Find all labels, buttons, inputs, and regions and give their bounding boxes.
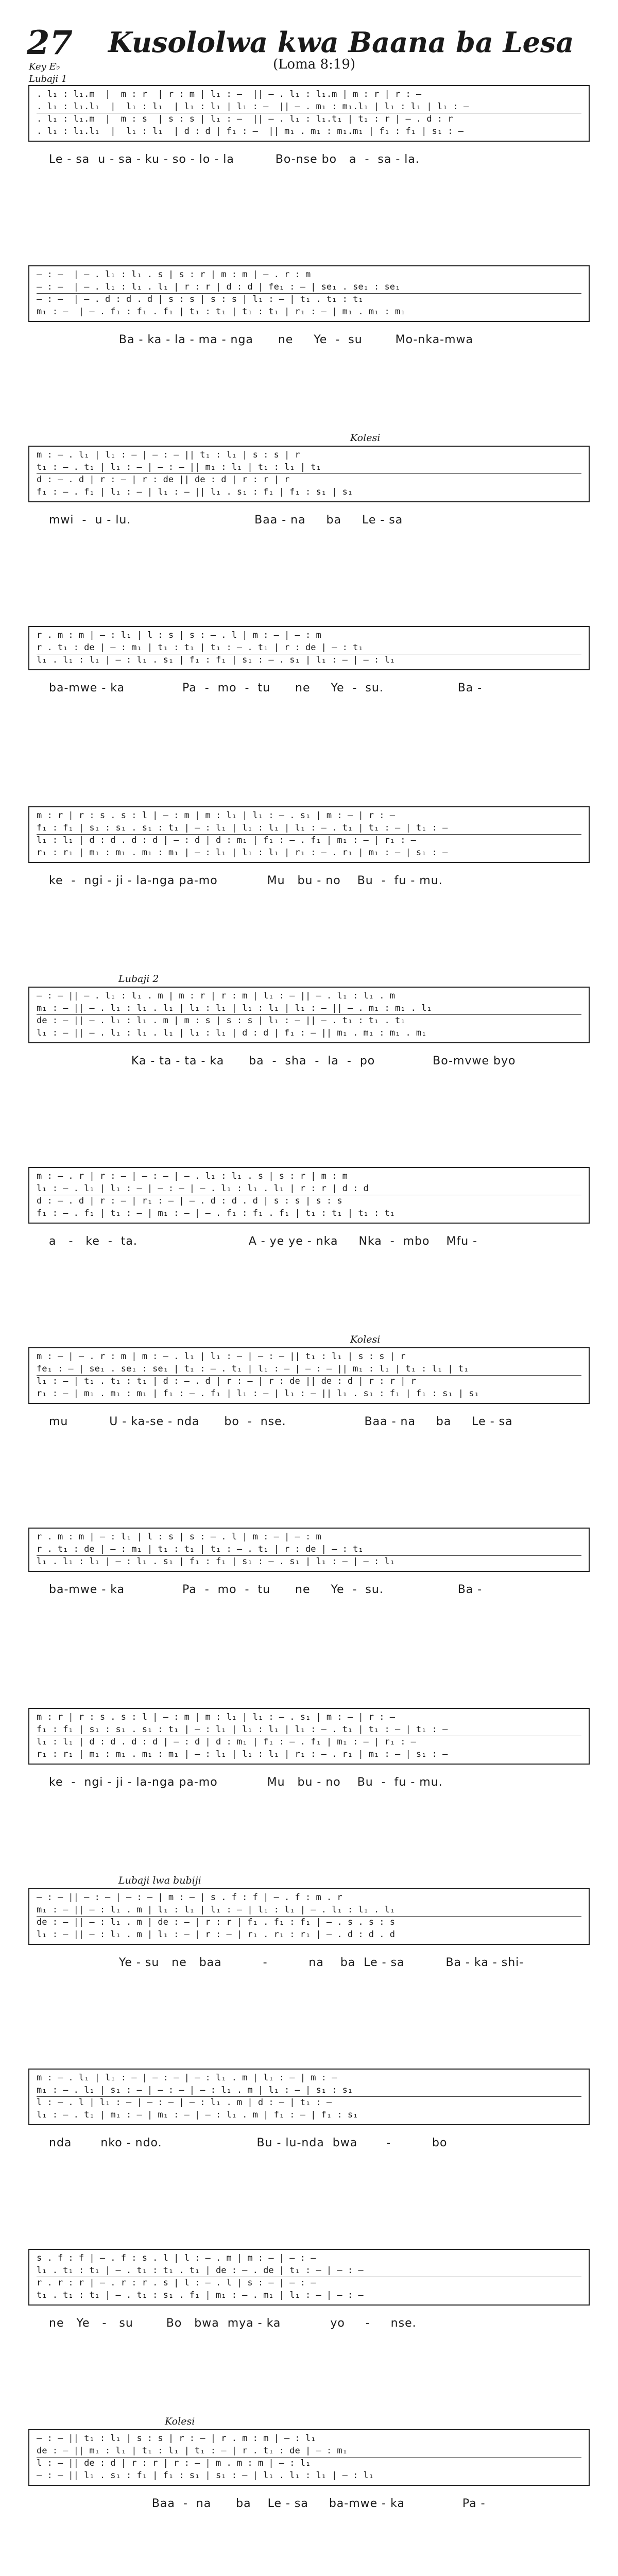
voice-row: — : — | — . d : d . d | s : s | s : s | l₁ : — | t₁ . t₁ : t₁: [37, 294, 364, 304]
voice-row: r₁ : — | m₁ . m₁ : m₁ | f₁ : — . f₁ | l₁ : — | l₁ : — || l₁ . s₁ : f₁ | f₁ : s₁ | s₁: [37, 1388, 479, 1399]
voice-row: l₁ . l₁ : l₁ | — : l₁ . s₁ | f₁ : f₁ | s₁ : — . s₁ | l₁ : — | — : l₁: [37, 655, 395, 665]
section-marker: Kolesi: [350, 432, 381, 444]
voice-row: de : — || — . l₁ : l₁ . m | m : s | s : s | l₁ : — || — . t₁ : t₁ . t₁: [37, 1015, 406, 1026]
voice-row: l₁ : l₁ | d : d . d : d | — : d | d : m₁ | f₁ : — . f₁ | m₁ : — | r₁ : —: [37, 835, 416, 845]
voice-row: r₁ : r₁ | m₁ : m₁ . m₁ : m₁ | — : l₁ | l₁ : l₁ | r₁ : — . r₁ | m₁ : — | s₁ : —: [37, 848, 448, 858]
lyrics-line: Ba - ka - la - ma - nga ne Ye - su Mo-nka-mwa: [49, 333, 474, 346]
voice-row: l : — . l | l₁ : — | — : — | — : l₁ . m | d : — | t₁ : —: [37, 2097, 332, 2108]
voice-row: m : r | r : s . s : l | — : m | m : l₁ | l₁ : — . s₁ | m : — | r : —: [37, 1712, 395, 1722]
music-system: [28, 2249, 590, 2306]
voice-row: . l₁ : l₁.l₁ | l₁ : l₁ | d : d | f₁ : — || m₁ . m₁ : m₁.m₁ | f₁ : f₁ | s₁ : —: [37, 126, 464, 137]
voice-row: l₁ : — | t₁ . t₁ : t₁ | d : — . d | r : — | r : de || de : d | r : r | r: [37, 1376, 416, 1386]
voice-row: r . t₁ : de | — : m₁ | t₁ : t₁ | t₁ : — . t₁ | r : de | — : t₁: [37, 1544, 581, 1556]
music-system: [28, 626, 590, 670]
voice-row: f₁ : f₁ | s₁ : s₁ . s₁ : t₁ | — : l₁ | l₁ : l₁ | l₁ : — . t₁ | t₁ : — | t₁ : —: [37, 823, 581, 835]
voice-row: m : — . l₁ | l₁ : — | — : — | — : l₁ . m | l₁ : — | m : —: [37, 2073, 337, 2083]
voice-row: l₁ : — || — . l₁ : l₁ . l₁ | l₁ : l₁ | d : d | f₁ : — || m₁ . m₁ : m₁ . m₁: [37, 1028, 427, 1038]
voice-row: t₁ : — . t₁ | l₁ : — | — : — || m₁ : l₁ | t₁ : l₁ | t₁: [37, 462, 581, 474]
voice-row: . l₁ : l₁.m | m : s | s : s | l₁ : — || — . l₁ : l₁.t₁ | t₁ : r | — . d : r: [37, 114, 453, 124]
voice-row: l₁ . t₁ : t₁ | — . t₁ : t₁ . t₁ | de : — . de | t₁ : — | — : —: [37, 2265, 581, 2277]
section-marker: Lubaji 2: [118, 973, 159, 985]
voice-row: . l₁ : l₁.l₁ | l₁ : l₁ | l₁ : l₁ | l₁ : — || — . m₁ : m₁.l₁ | l₁ : l₁ | l₁ : —: [37, 101, 581, 113]
lyrics-line: ke - ngi - ji - la-nga pa-mo Mu bu - no Bu - fu - mu.: [49, 1776, 443, 1789]
voice-row: r₁ : r₁ | m₁ : m₁ . m₁ : m₁ | — : l₁ | l₁ : l₁ | r₁ : — . r₁ | m₁ : — | s₁ : —: [37, 1749, 448, 1759]
voice-row: m : — . r | r : — | — : — | — . l₁ : l₁ . s | s : r | m : m: [37, 1171, 348, 1181]
voice-row: de : — || — : l₁ . m | de : — | r : r | f₁ . f₁ : f₁ | — . s . s : s: [37, 1917, 395, 1927]
voice-row: m₁ : — || — : l₁ . m | l₁ : l₁ | l₁ : — | l₁ : l₁ | — . l₁ : l₁ . l₁: [37, 1905, 581, 1917]
voice-row: m : r | r : s . s : l | — : m | m : l₁ | l₁ : — . s₁ | m : — | r : —: [37, 810, 395, 821]
section-marker: Lubaji lwa bubiji: [118, 1875, 201, 1886]
voice-row: r . m : m | — : l₁ | l : s | s : — . l | m : — | — : m: [37, 1532, 321, 1542]
voice-row: l₁ : — || — : l₁ . m | l₁ : — | r : — | r₁ . r₁ : r₁ | — . d : d . d: [37, 1929, 395, 1940]
voice-row: f₁ : — . f₁ | l₁ : — | l₁ : — || l₁ . s₁ : f₁ | f₁ : s₁ | s₁: [37, 487, 353, 497]
voice-row: f₁ : f₁ | s₁ : s₁ . s₁ : t₁ | — : l₁ | l₁ : l₁ | l₁ : — . t₁ | t₁ : — | t₁ : —: [37, 1724, 581, 1736]
music-system: [28, 446, 590, 502]
lyrics-line: Baa - na ba Le - sa ba-mwe - ka Pa -: [49, 2497, 486, 2510]
lyrics-line: Ka - ta - ta - ka ba - sha - la - po Bo-mvwe byo: [49, 1055, 516, 1067]
music-system: [28, 1708, 590, 1765]
music-system: [28, 1888, 590, 1945]
music-system: [28, 2429, 590, 2486]
voice-row: — : — || l₁ . s₁ : f₁ | f₁ : s₁ | s₁ : — | l₁ . l₁ : l₁ | — : l₁: [37, 2470, 374, 2481]
voice-row: r . m : m | — : l₁ | l : s | s : — . l | m : — | — : m: [37, 630, 321, 640]
lyrics-line: ba-mwe - ka Pa - mo - tu ne Ye - su. Ba -: [49, 1583, 483, 1596]
key-line: Key E♭: [29, 61, 61, 72]
section-marker: Kolesi: [350, 1334, 381, 1345]
voice-row: — : — | — . l₁ : l₁ . s | s : r | m : m | — . r : m: [37, 269, 311, 280]
music-system: [28, 2069, 590, 2125]
hymn-number: 27: [27, 24, 73, 62]
voice-row: fe₁ : — | se₁ . se₁ : se₁ | t₁ : — . t₁ | l₁ : — | — : — || m₁ : l₁ | t₁ : l₁ | t₁: [37, 1364, 581, 1376]
voice-row: . l₁ : l₁.m | m : r | r : m | l₁ : — || — . l₁ : l₁.m | m : r | r : —: [37, 89, 422, 99]
lyrics-line: Ye - su ne baa - na ba Le - sa Ba - ka - shi-: [49, 1956, 524, 1969]
voice-row: r . t₁ : de | — : m₁ | t₁ : t₁ | t₁ : — . t₁ | r : de | — : t₁: [37, 642, 581, 654]
voice-row: d : — . d | r : — | r₁ : — | — . d : d . d | s : s | s : s: [37, 1196, 342, 1206]
lyrics-line: nda nko - ndo. Bu - lu-nda bwa - bo: [49, 2137, 448, 2149]
voice-row: — : — || t₁ : l₁ | s : s | r : — | r . m : m | — : l₁: [37, 2433, 316, 2444]
voice-row: — : — || — : — | — : — | m : — | s . f : f | — . f : m . r: [37, 1892, 342, 1903]
lyrics-line: Le - sa u - sa - ku - so - lo - la Bo-nse bo a - sa - la.: [49, 153, 420, 166]
lyrics-line: ke - ngi - ji - la-nga pa-mo Mu bu - no Bu - fu - mu.: [49, 874, 443, 887]
voice-row: — : — || — . l₁ : l₁ . m | m : r | r : m | l₁ : — || — . l₁ : l₁ . m: [37, 991, 395, 1001]
voice-row: m₁ : — || — . l₁ : l₁ . l₁ | l₁ : l₁ | l₁ : l₁ | l₁ : — || — . m₁ : m₁ . l₁: [37, 1003, 581, 1015]
lyrics-line: ba-mwe - ka Pa - mo - tu ne Ye - su. Ba -: [49, 682, 483, 694]
voice-row: s . f : f | — . f : s . l | l : — . m | m : — | — : —: [37, 2253, 316, 2263]
hymn-title: Kusololwa kwa Baana ba Lesa: [108, 26, 574, 59]
lyrics-line: mu U - ka-se - nda bo - nse. Baa - na ba Le - sa: [49, 1415, 513, 1428]
voice-row: m : — . l₁ | l₁ : — | — : — || t₁ : l₁ | s : s | r: [37, 450, 300, 460]
voice-row: l : — || de : d | r : r | r : — | m . m : m | — : l₁: [37, 2458, 311, 2468]
voice-row: l₁ : — . l₁ | l₁ : — | — : — | — . l₁ : l₁ . l₁ | r : r | d : d: [37, 1183, 581, 1195]
music-system: [28, 987, 590, 1043]
key-signature: [29, 61, 67, 86]
music-system: [28, 1528, 590, 1572]
lyrics-line: a - ke - ta. A - ye ye - nka Nka - mbo Mfu -: [49, 1235, 478, 1248]
verse-label: Lubaji 1: [29, 74, 67, 84]
voice-row: m : — | — . r : m | m : — . l₁ | l₁ : — | — : — || t₁ : l₁ | s : s | r: [37, 1351, 406, 1362]
voice-row: l₁ : — . t₁ | m₁ : — | m₁ : — | — : l₁ . m | f₁ : — | f₁ : s₁: [37, 2110, 358, 2120]
section-marker: Kolesi: [165, 2416, 195, 2427]
voice-row: m₁ : — | — . f₁ : f₁ . f₁ | t₁ : t₁ | t₁ : t₁ | r₁ : — | m₁ . m₁ : m₁: [37, 307, 406, 317]
voice-row: r . r : r | — . r : r . s | l : — . l | s : — | — : —: [37, 2278, 316, 2288]
music-system: [28, 85, 590, 142]
voice-row: de : — || m₁ : l₁ | t₁ : l₁ | t₁ : — | r . t₁ : de | — : m₁: [37, 2446, 581, 2458]
scripture-reference: (Loma 8:19): [273, 57, 356, 72]
music-system: [28, 1167, 590, 1224]
voice-row: l₁ : l₁ | d : d . d : d | — : d | d : m₁ | f₁ : — . f₁ | m₁ : — | r₁ : —: [37, 1737, 416, 1747]
lyrics-line: ne Ye - su Bo bwa mya - ka yo - nse.: [49, 2317, 417, 2330]
voice-row: d : — . d | r : — | r : de || de : d | r : r | r: [37, 474, 290, 485]
voice-row: t₁ . t₁ : t₁ | — . t₁ : s₁ . f₁ | m₁ : — . m₁ | l₁ : — | — : —: [37, 2290, 364, 2300]
voice-row: — : — | — . l₁ : l₁ . l₁ | r : r | d : d | fe₁ : — | se₁ . se₁ : se₁: [37, 282, 581, 294]
music-system: [28, 806, 590, 863]
lyrics-line: mwi - u - lu. Baa - na ba Le - sa: [49, 514, 403, 527]
voice-row: m₁ : — . l₁ | s₁ : — | — : — | — : l₁ . m | l₁ : — | s₁ : s₁: [37, 2085, 581, 2097]
voice-row: l₁ . l₁ : l₁ | — : l₁ . s₁ | f₁ : f₁ | s₁ : — . s₁ | l₁ : — | — : l₁: [37, 1556, 395, 1567]
voice-row: f₁ : — . f₁ | t₁ : — | m₁ : — | — . f₁ : f₁ . f₁ | t₁ : t₁ | t₁ : t₁: [37, 1208, 395, 1218]
music-system: [28, 1347, 590, 1404]
hymn-header: [0, 0, 618, 88]
music-system: [28, 265, 590, 322]
